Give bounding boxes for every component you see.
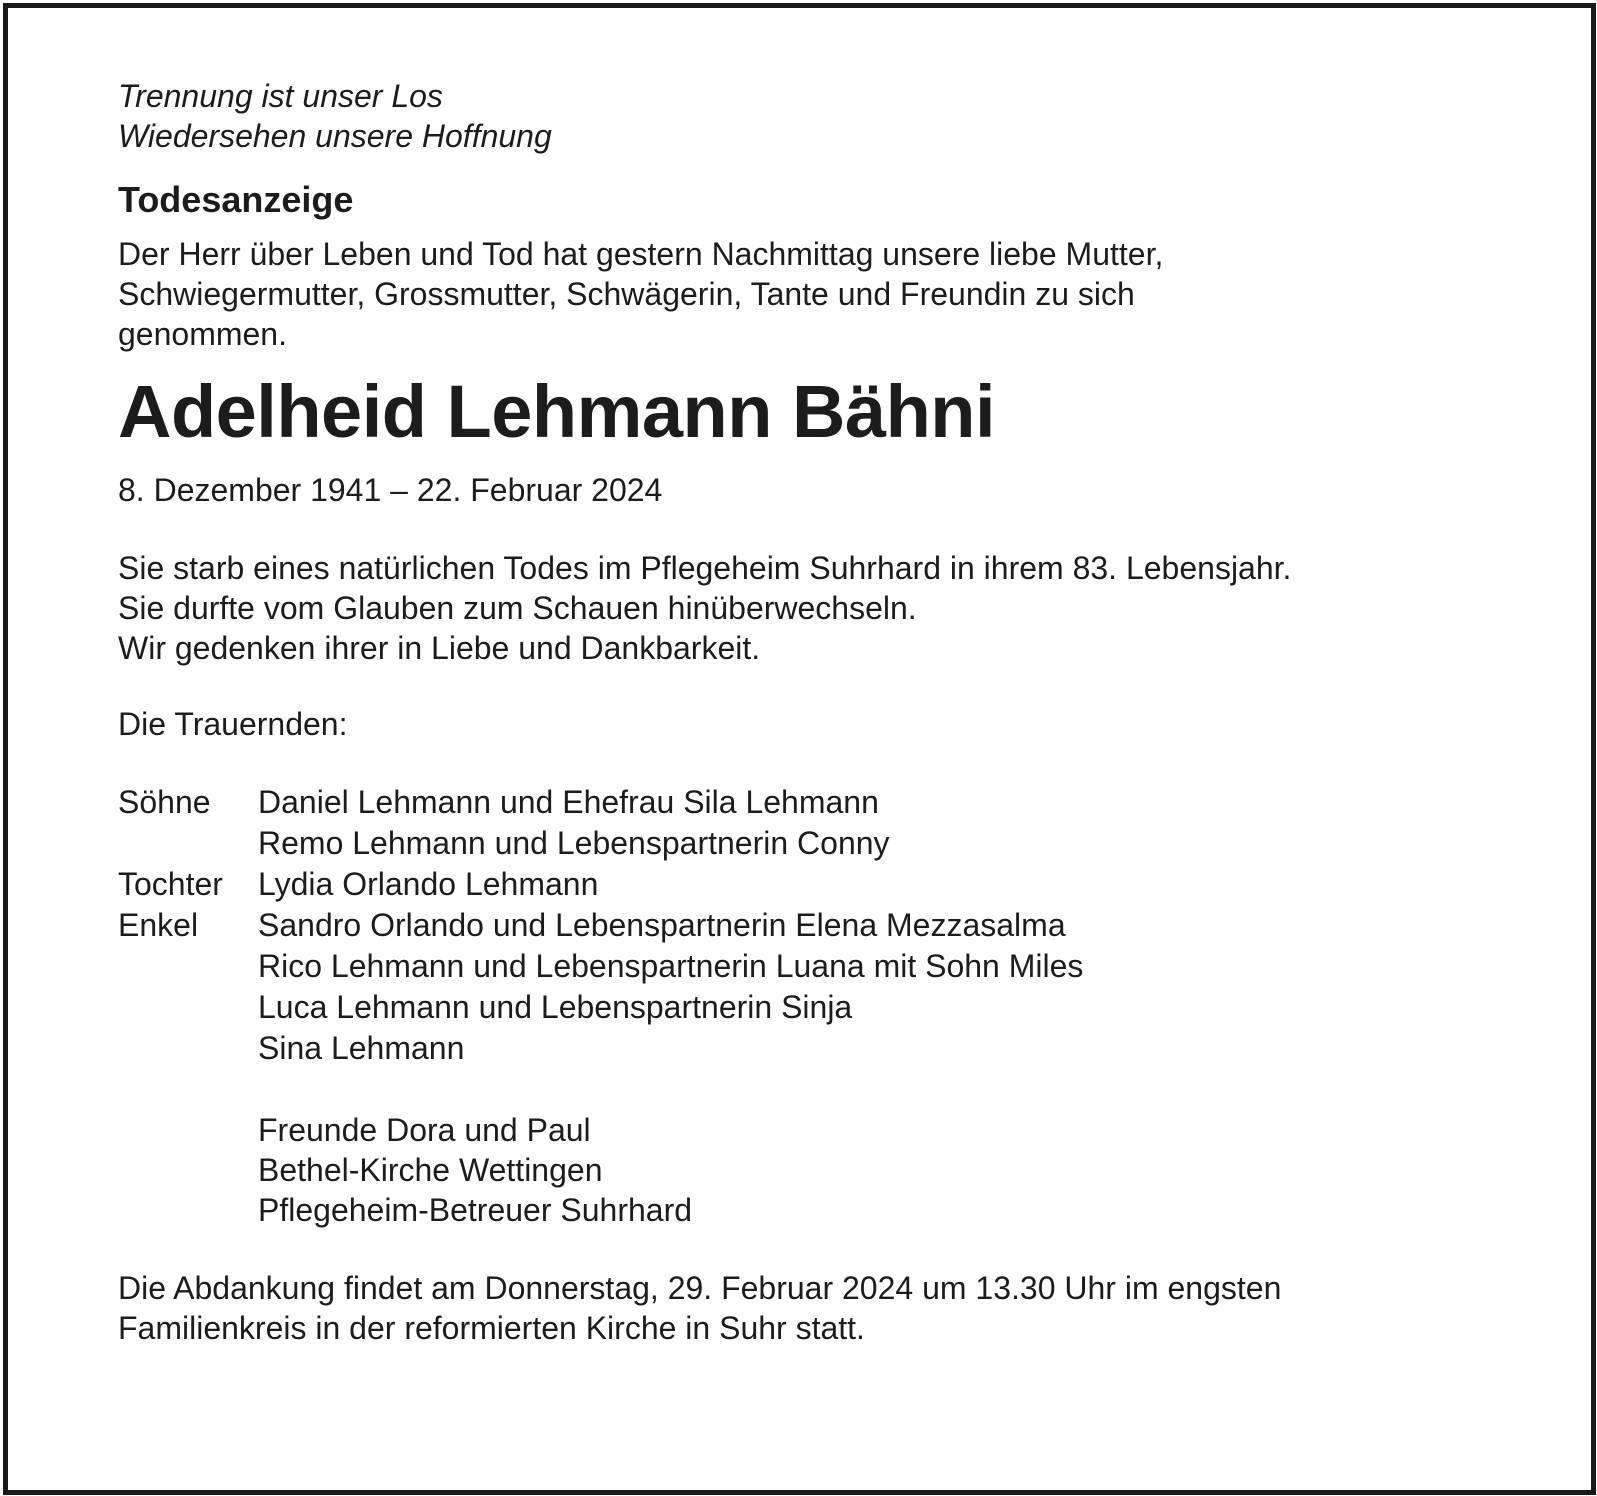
relation-label	[118, 823, 258, 864]
mourners-heading: Die Trauernden:	[118, 706, 348, 742]
relation-label: Tochter	[118, 866, 223, 902]
mourner-name: Sandro Orlando und Lebenspartnerin Elena Mezzasalma	[258, 907, 1066, 943]
list-item	[118, 823, 1518, 864]
list-item: Freunde Dora und Paul	[258, 1112, 591, 1148]
death-notice	[118, 76, 1518, 1348]
mourner-name: Sina Lehmann	[258, 1030, 465, 1066]
intro-line: genommen.	[118, 316, 287, 352]
statement-line: Sie durfte vom Glauben zum Schauen hinüberwechseln.	[118, 590, 917, 626]
motto-line: Wiedersehen unsere Hoffnung	[118, 118, 552, 154]
list-item	[118, 864, 1518, 905]
motto-line: Trennung ist unser Los	[118, 78, 443, 114]
statement	[118, 548, 1518, 668]
intro-text	[118, 234, 1518, 354]
funeral-info-line: Familienkreis in der reformierten Kirche in Suhr statt.	[118, 1310, 865, 1346]
list-item: Pflegeheim-Betreuer Suhrhard	[258, 1192, 693, 1228]
mourner-name: Rico Lehmann und Lebenspartnerin Luana mit Sohn Miles	[258, 948, 1084, 984]
list-item	[118, 782, 1518, 823]
list-item: Bethel-Kirche Wettingen	[258, 1152, 603, 1188]
life-dates: 8. Dezember 1941 – 22. Februar 2024	[118, 472, 663, 508]
list-item	[118, 1028, 1518, 1069]
relation-label	[118, 1028, 258, 1069]
relation-label: Enkel	[118, 907, 199, 943]
statement-line: Sie starb eines natürlichen Todes im Pflegeheim Suhrhard in ihrem 83. Lebensjahr.	[118, 550, 1292, 586]
intro-line: Schwiegermutter, Grossmutter, Schwägerin, Tante und Freundin zu sich	[118, 276, 1135, 312]
statement-line: Wir gedenken ihrer in Liebe und Dankbarkeit.	[118, 630, 761, 666]
list-item	[118, 905, 1518, 946]
funeral-info	[118, 1268, 1518, 1348]
mourner-name: Lydia Orlando Lehmann	[258, 866, 599, 902]
deceased-name: Adelheid Lehmann Bähni	[118, 370, 996, 453]
intro-line: Der Herr über Leben und Tod hat gestern Nachmittag unsere liebe Mutter,	[118, 236, 1164, 272]
mourner-name: Luca Lehmann und Lebenspartnerin Sinja	[258, 989, 853, 1025]
list-item	[118, 987, 1518, 1028]
notice-title: Todesanzeige	[118, 179, 354, 220]
relation-label: Söhne	[118, 784, 211, 820]
mourner-name: Remo Lehmann und Lebenspartnerin Conny	[258, 825, 890, 861]
list-item	[118, 946, 1518, 987]
relation-label	[118, 946, 258, 987]
motto	[118, 76, 1518, 156]
relation-label	[118, 987, 258, 1028]
friends-list	[258, 1110, 1518, 1230]
mourner-name: Daniel Lehmann und Ehefrau Sila Lehmann	[258, 784, 879, 820]
mourners-list	[118, 782, 1518, 1069]
funeral-info-line: Die Abdankung findet am Donnerstag, 29. Februar 2024 um 13.30 Uhr im engsten	[118, 1270, 1282, 1306]
